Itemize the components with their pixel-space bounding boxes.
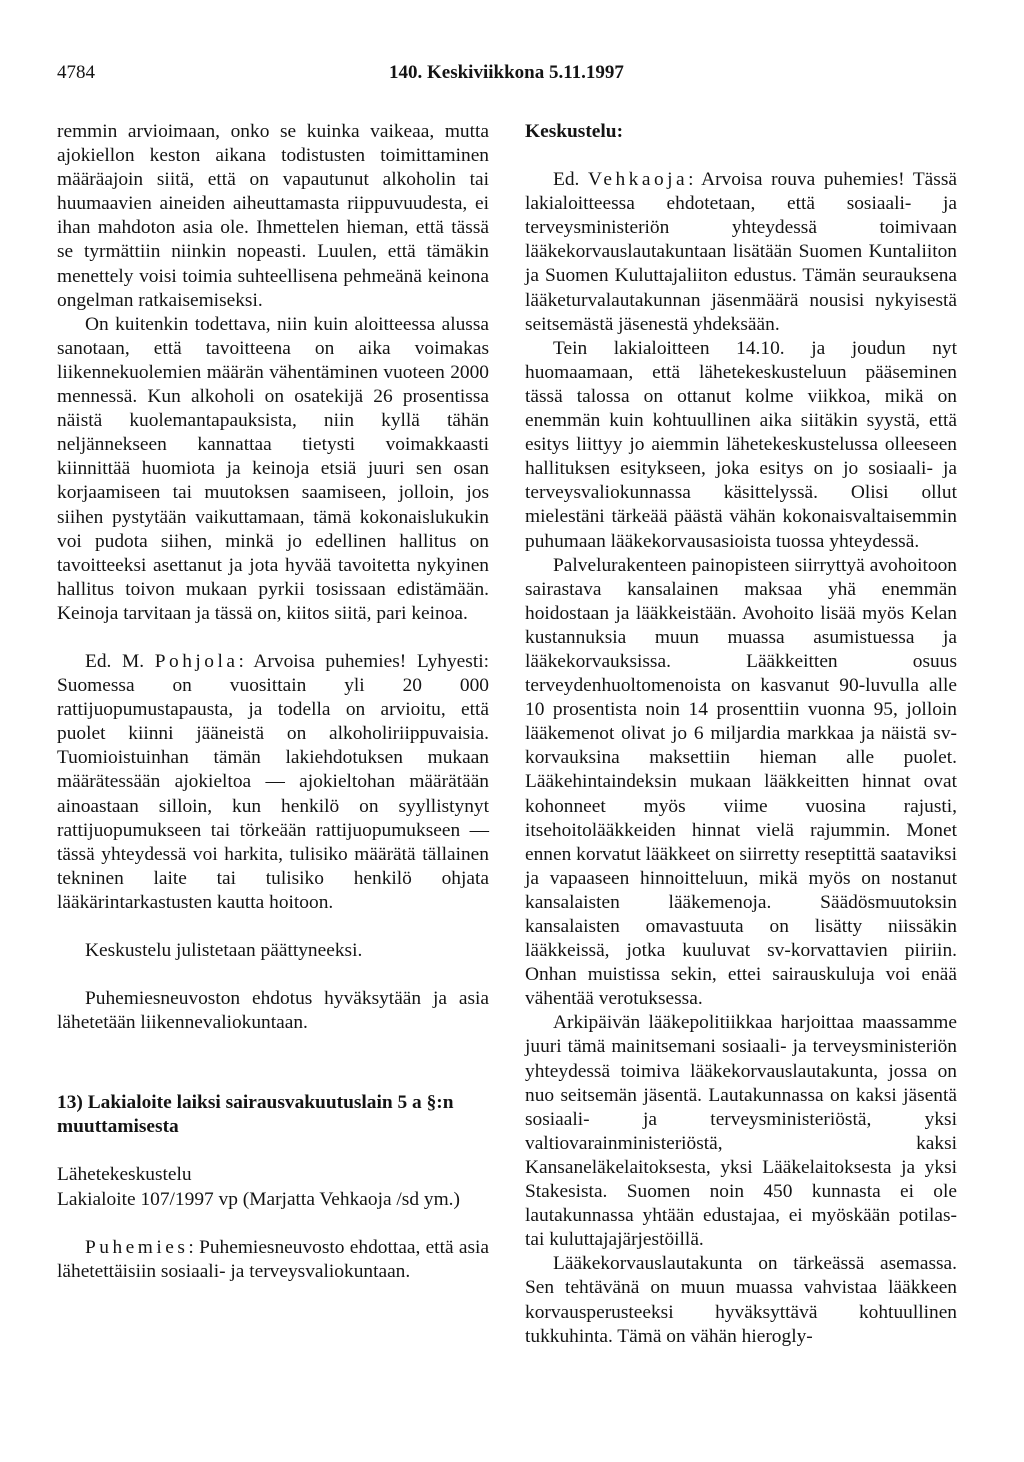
speaker-name: Vehkaoja — [588, 169, 689, 191]
speaker-name: Puhemies — [85, 1236, 189, 1258]
paragraph: Palvelurakenteen painopisteen siirryttyä avohoitoon sairastava kansalainen maksaa yhä enemmän hoidostaan ja lääkkeistään. Avohoito lisää myös Kelan kustannuksia muun muassa asumistuessa ja lääkekorvauksissa. Lääkkeitten osuus terveydenhuoltomenoista on kasvanut 90-luvulla alle 10 prosentista noin 14 prosenttiin vuonna 95, jolloin lääkemenot olivat jo 6 miljardia markkaa ja näistä sv-korvauksina maksettiin hieman alle puolet. Lääkehintaindeksin mukaan lääkkeitten hinnat ovat kohonneet myös viime vuosina rajusti, itsehoitolääkkeiden hinnat vielä rajummin. Monet ennen korvatut lääkkeet on siirretty reseptittä saataviksi ja vapaaseen hinnoitteluun, mikä myös on nostanut kansalaisten lääkemenoja. Säädösmuutoksin kansalaisten omavastuuta on lisätty niissäkin lääkkeissä, jotka kuuluvat sv-korvattavien piiriin. Onhan muistissa sekin, ettei sairauskuluja voi enää vähentää verotuksessa. — [525, 554, 957, 1010]
section-heading: 13) Lakialoite laiksi sairausvakuutuslain 5 a §:n muuttamisesta — [57, 1092, 454, 1138]
speech-vehkaoja — [525, 168, 957, 337]
subheading: Lakialoite 107/1997 vp (Marjatta Vehkaoja /sd ym.) — [57, 1188, 460, 1210]
speech-text: : Puhemiesneuvosto ehdottaa, että asia lähetettäisiin sosiaali- ja terveysvaliokuntaan. — [57, 1236, 489, 1282]
right-column — [525, 120, 957, 1349]
paragraph: Tein lakialoitteen 14.10. ja joudun nyt huomaamaan, että lähetekeskusteluun pääseminen tässä talossa on ottanut kolme viikkoa, mikä on enemmän kuin kohtuullinen aika siitäkin syystä, että esitys liittyy jo aiemmin lähetekeskustelussa olleeseen hallituksen esitykseen, joka esitys on jo sosiaali- ja terveysvaliokunnassa käsittelyssä. Olisi ollut mielestäni tärkeää päästä vähän kokonaisvaltaisemmin puhumaan lääkekorvausasioista tuossa yhteydessä. — [525, 337, 957, 552]
paragraph: Lääkekorvauslautakunta on tärkeässä asemassa. Sen tehtävänä on muun muassa vahvistaa lääkkeen korvausperusteeksi hyväksyttävä kohtuullinen tukkuhinta. Tämä on vähän hierogly- — [525, 1253, 957, 1347]
page-number: 4784 — [57, 62, 95, 83]
paragraph: On kuitenkin todettava, niin kuin aloitteessa alussa sanotaan, että tavoitteena on aika voimakas liikennekuolemien määrän vähentäminen vuoteen 2000 mennessä. Kun alkoholi on osatekijä 26 prosentissa näistä kuolemantapauksista, niin kyllä tähän neljännekseen kannattaa tietysti voimakkaasti kiinnittää huomiota ja keinoja etsiä juuri sen osan korjaamiseen tai muutoksen saamiseen, jolloin, jos siihen pystytään vaikuttamaan, tämä kokonaislukukin voi pudota siihen, minkä jo edellinen hallitus on tavoitteeksi asettanut ja jota hyvää tavoitetta nykyinen hallitus toivon mukaan pyrkii tosissaan edistämään. Keinoja tarvitaan ja tässä on, kiitos siitä, pari keinoa. — [57, 313, 489, 624]
subheading: Lähetekeskustelu — [57, 1164, 192, 1186]
discussion-heading: Keskustelu: — [525, 121, 624, 142]
speech-puhemies — [57, 1236, 489, 1284]
paragraph: remmin arvioimaan, onko se kuinka vaikeaa, mutta ajokiellon keston aikana todistusten toimittaminen määräajoin siitä, että on vapautunut alkoholin tai huumaavien aineiden aiheuttamasta riippuvuudesta, ei ihan mahdoton asia ole. Ihmettelen hieman, että tässä se tyrmättiin niinkin nopeasti. Luulen, että tämäkin menettely voisi toimia suhteellisena pehmeänä keinona ongelman ratkaisemiseksi. — [57, 121, 489, 311]
speaker-name: Pohjola — [154, 650, 239, 672]
speech-text: : Arvoisa puhemies! Lyhyesti: Suomessa on vuosittain yli 20 000 rattijuopumustapausta, ja todella on arvioitu, että puolet kiinni jääneistä on alkoholiriippuvaisia. Tuomioistuinhan tämän lakiehdotuksen mukaan määrätessään ajokieltoa — ajokieltohan määrätään ainoastaan silloin, kun henkilö on syyllistynyt rattijuopumukseen tai törkeään rattijuopumukseen — tässä yhteydessä voi harkita, tulisiko määrätä tällainen tekninen laite tai tulisiko henkilö ohjata lääkärintarkastusten kautta hoitoon. — [57, 650, 489, 913]
speaker-prefix: Ed. M. — [85, 650, 155, 672]
speech-pohjola — [57, 650, 489, 915]
paragraph: Puhemiesneuvoston ehdotus hyväksytään ja asia lähetetään liikennevaliokuntaan. — [57, 988, 489, 1034]
speech-text: : Arvoisa rouva puhemies! Tässä lakialoitteessa ehdotetaan, että sosiaali- ja terveysministeriön yhteydessä toimivaan lääkekorvauslautakuntaan lisätään Suomen Kuntaliiton ja Suomen Kuluttajaliiton edustus. Tämän seurauksena lääketurvalautakunnan jäsenmäärä nousisi nykyisestä seitsemästä jäsenestä yhdeksään. — [525, 169, 957, 335]
running-head: 140. Keskiviikkona 5.11.1997 — [389, 62, 624, 83]
paragraph: Keskustelu julistetaan päättyneeksi. — [85, 940, 363, 961]
left-column — [57, 120, 489, 1284]
paragraph: Arkipäivän lääkepolitiikkaa harjoittaa maassamme juuri tämä mainitsemani sosiaali- ja terveysministeriön yhteydessä toimiva lääkekorvauslautakunta, jossa on nuo seitsemän jäsentä. Lautakunnassa on kaksi jäsentä sosiaali- ja terveysministeriöstä, yksi valtiovarainministeriöstä, kaksi Kansaneläkelaitoksesta, yksi Lääkelaitoksesta ja yksi Stakesista. Suomen noin 450 kunnasta ei ole lautakunnassa yhtään edustajaa, ei myöskään potilas- tai kuluttajajärjestöillä. — [525, 1012, 957, 1251]
speaker-prefix: Ed. — [553, 169, 588, 191]
